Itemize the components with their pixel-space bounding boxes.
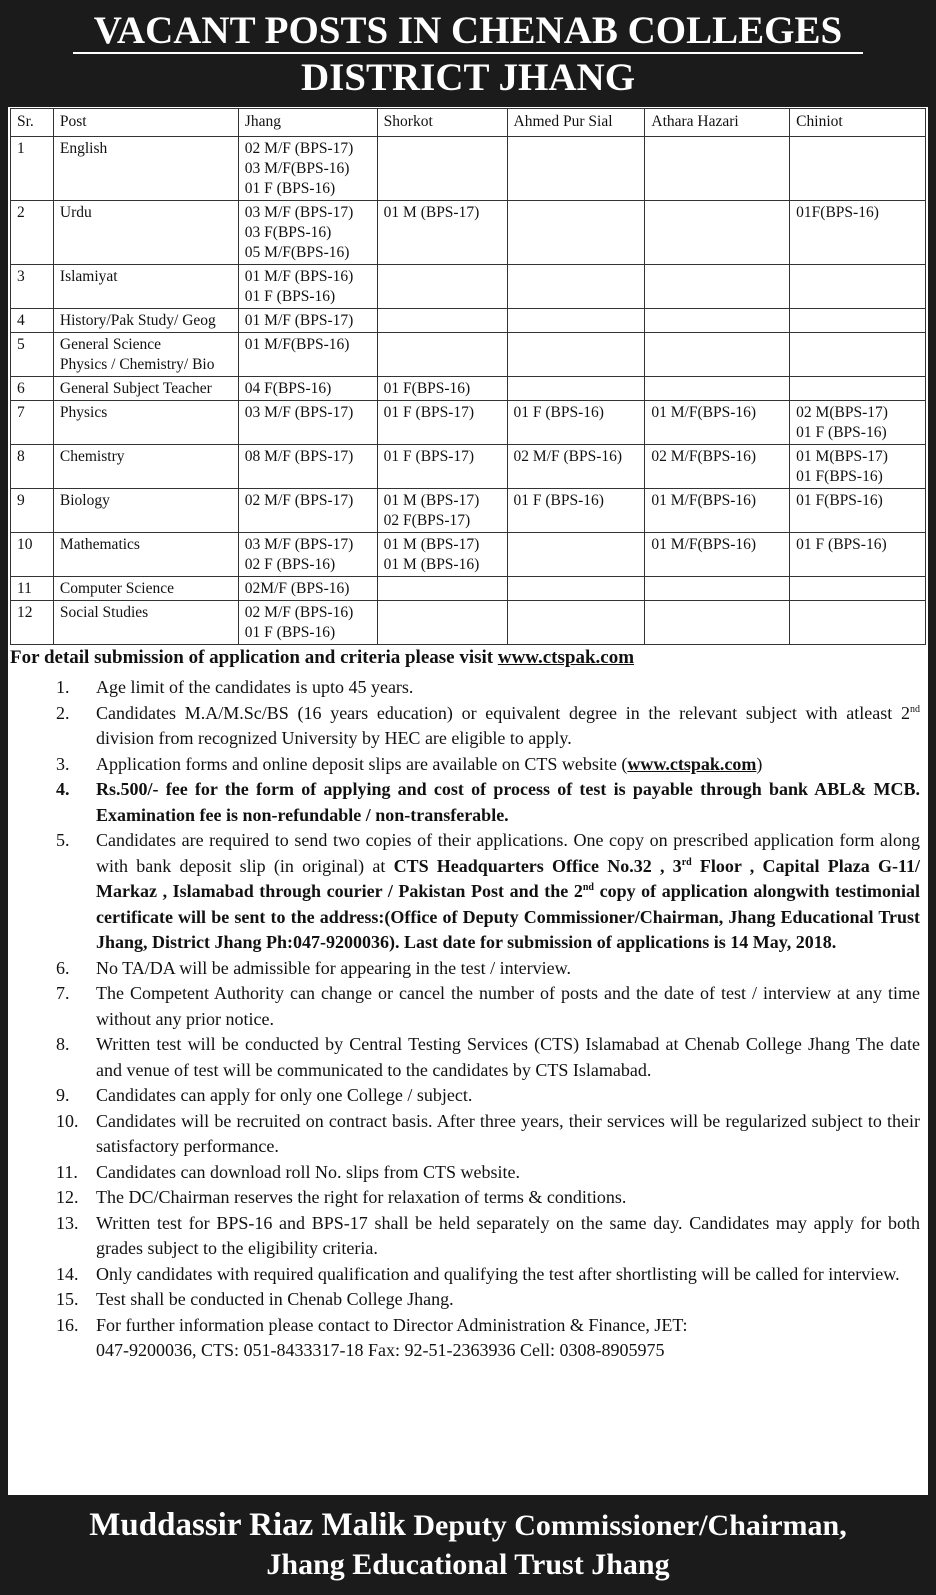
- table-cell: [238, 137, 377, 201]
- table-cell: [53, 445, 238, 489]
- signatory-organization: Jhang Educational Trust Jhang: [266, 1548, 670, 1581]
- table-cell: [645, 309, 790, 333]
- table-cell: [238, 201, 377, 265]
- table-cell: [53, 309, 238, 333]
- table-cell: [238, 489, 377, 533]
- cell-line: 02M/F (BPS-16): [244, 580, 350, 597]
- signatory-name: Muddassir Riaz Malik: [89, 1507, 406, 1543]
- cell-line: 01 M (BPS-17): [383, 536, 480, 553]
- table-row: [11, 533, 926, 577]
- table-cell: [507, 309, 645, 333]
- list-item: 8. Written test will be conducted by Central Testing Services (CTS) Islamabad at Chenab College Jhang The date and venue of test will be communicated to the candidates by CTS Islamabad.: [56, 1034, 920, 1080]
- table-cell: [53, 265, 238, 309]
- cell-line: 01 M/F (BPS-17): [244, 312, 354, 329]
- table-cell: [507, 333, 645, 377]
- table-cell: [377, 601, 507, 645]
- cell-line: English: [59, 140, 108, 157]
- table-cell: [645, 533, 790, 577]
- table-cell: [645, 265, 790, 309]
- cell-line: 05 M/F(BPS-16): [244, 244, 350, 261]
- table-cell: [53, 137, 238, 201]
- list-item: 10. Candidates will be recruited on contract basis. After three years, their services will be regularized subject to their satisfactory performance.: [56, 1110, 920, 1156]
- table-cell: [645, 601, 790, 645]
- cell-line: 01 F (BPS-16): [513, 404, 604, 421]
- cell-line: 01 F(BPS-16): [796, 468, 883, 485]
- list-item: 15. Test shall be conducted in Chenab College Jhang.: [56, 1289, 454, 1309]
- table-cell: [238, 401, 377, 445]
- table-cell: [507, 201, 645, 265]
- table-cell: [53, 489, 238, 533]
- table-cell: [790, 201, 926, 265]
- cell-line: 01 M/F(BPS-16): [651, 404, 757, 421]
- table-cell: [790, 333, 926, 377]
- table-row: [11, 601, 926, 645]
- cell-line: General Subject Teacher: [59, 380, 212, 397]
- cell-line: 01 M(BPS-17): [796, 448, 888, 465]
- list-item: 13. Written test for BPS-16 and BPS-17 shall be held separately on the same day. Candidates may apply for both grades subject to the eligibility criteria.: [56, 1212, 920, 1258]
- list-item: 16. For further information please contact to Director Administration & Finance, JET: 047-9200036, CTS: 051-8433317-18 Fax: 92-51-2363936 Cell: 0308-8905975: [56, 1314, 688, 1360]
- cell-line: 03 M/F (BPS-17): [244, 204, 354, 221]
- column-header: Ahmed Pur Sial: [507, 109, 645, 137]
- instructions-list: [8, 675, 920, 1364]
- table-cell: [645, 377, 790, 401]
- list-item: 9. Candidates can apply for only one College / subject.: [56, 1085, 473, 1105]
- table-cell: [53, 577, 238, 601]
- visit-line: [10, 647, 634, 669]
- cell-line: 03 M/F(BPS-16): [244, 160, 350, 177]
- list-item: 6. No TA/DA will be admissible for appearing in the test / interview.: [56, 957, 571, 978]
- cell-line: 02 M/F (BPS-16): [244, 604, 354, 621]
- table-cell: [377, 445, 507, 489]
- table-cell: [53, 201, 238, 265]
- cell-line: 01 F (BPS-17): [383, 448, 475, 465]
- cell-line: Biology: [59, 492, 110, 509]
- table-body: [11, 137, 926, 645]
- signatory-line: [0, 1507, 936, 1544]
- cell-line: Physics / Chemistry/ Bio: [59, 356, 215, 373]
- table-cell: [238, 377, 377, 401]
- table-cell: [377, 377, 507, 401]
- visit-text: For detail submission of application and criteria please visit: [10, 647, 498, 668]
- table-row: [11, 137, 926, 201]
- cell-line: 01 M (BPS-16): [383, 556, 480, 573]
- advert-body: [8, 107, 928, 1495]
- cell-line: 01 F (BPS-16): [244, 180, 336, 197]
- table-cell: 10: [11, 533, 54, 577]
- cell-line: History/Pak Study/ Geog: [59, 312, 216, 329]
- table-cell: 11: [11, 577, 54, 601]
- table-cell: 8: [11, 445, 54, 489]
- cell-line: 01 M (BPS-17): [383, 204, 480, 221]
- table-cell: [645, 577, 790, 601]
- cell-line: 01 M/F(BPS-16): [651, 492, 757, 509]
- table-cell: [238, 445, 377, 489]
- table-cell: 6: [11, 377, 54, 401]
- table-cell: [790, 445, 926, 489]
- cell-line: 02 M/F (BPS-17): [244, 140, 354, 157]
- cell-line: 01F(BPS-16): [796, 204, 879, 221]
- table-cell: [790, 401, 926, 445]
- cell-line: 01 M (BPS-17): [383, 492, 480, 509]
- table-cell: [645, 201, 790, 265]
- table-cell: [507, 265, 645, 309]
- table-row: [11, 377, 926, 401]
- website-link[interactable]: www.ctspak.com: [627, 753, 757, 774]
- cell-line: Computer Science: [59, 580, 174, 597]
- table-cell: [377, 201, 507, 265]
- cell-line: 02 F (BPS-16): [244, 556, 336, 573]
- page-title: VACANT POSTS IN CHENAB COLLEGES: [93, 9, 843, 52]
- table-cell: [507, 533, 645, 577]
- table-header-row: [11, 109, 926, 137]
- table-row: [11, 445, 926, 489]
- table-cell: [507, 489, 645, 533]
- table-cell: [790, 489, 926, 533]
- table-cell: [790, 601, 926, 645]
- table-cell: [377, 333, 507, 377]
- cell-line: 01 F(BPS-16): [796, 492, 883, 509]
- list-item: 14. Only candidates with required qualification and qualifying the test after shortlisting will be called for interview.: [56, 1263, 900, 1284]
- table-cell: [238, 333, 377, 377]
- table-cell: [507, 137, 645, 201]
- table-cell: [377, 489, 507, 533]
- table-cell: [377, 401, 507, 445]
- table-cell: [645, 401, 790, 445]
- cell-line: 01 M/F (BPS-16): [244, 268, 354, 285]
- table-cell: [377, 577, 507, 601]
- table-cell: [377, 533, 507, 577]
- table-cell: [53, 333, 238, 377]
- table-row: [11, 201, 926, 265]
- table-cell: 5: [11, 333, 54, 377]
- cell-line: Physics: [59, 404, 108, 421]
- table-cell: [53, 601, 238, 645]
- table-cell: [790, 309, 926, 333]
- vacant-posts-table: [10, 108, 926, 645]
- table-cell: [507, 601, 645, 645]
- cell-line: 02 M/F (BPS-16): [513, 448, 623, 465]
- table-cell: [645, 333, 790, 377]
- cell-line: General Science: [59, 336, 162, 353]
- cell-line: 02 M(BPS-17): [796, 404, 888, 421]
- list-item: 1. Age limit of the candidates is upto 45 years.: [56, 677, 414, 697]
- cell-line: Islamiyat: [59, 268, 118, 285]
- table-cell: [238, 533, 377, 577]
- table-cell: [53, 377, 238, 401]
- table-cell: [238, 577, 377, 601]
- table-cell: [790, 533, 926, 577]
- table-cell: [790, 577, 926, 601]
- table-row: [11, 309, 926, 333]
- cell-line: 01 F (BPS-16): [244, 288, 336, 305]
- column-header: Athara Hazari: [645, 109, 790, 137]
- table-row: [11, 265, 926, 309]
- table-cell: [53, 401, 238, 445]
- table-cell: [507, 445, 645, 489]
- list-item: 5. Candidates are required to send two copies of their applications. One copy on prescribed application form along with bank deposit slip (in original) at CTS Headquarters Office No.32 , 3rd Floor , Capital Plaza G-11/ Markaz , Islamabad through courier / Pakistan Post and the 2nd copy of application alongwith testimonial certificate will be sent to the address:(Office of Deputy Commissioner/Chairman, Jhang Educational Trust Jhang, District Jhang Ph:047-9200036). Last date for submission of applications is 14 May, 2018.: [56, 830, 920, 952]
- cell-line: 01 F(BPS-16): [383, 380, 471, 397]
- page-subtitle: DISTRICT JHANG: [300, 56, 636, 99]
- cell-line: 03 F(BPS-16): [244, 224, 332, 241]
- list-item: 3. Application forms and online deposit slips are available on CTS website (www.ctspak.com): [56, 753, 763, 774]
- table-cell: 7: [11, 401, 54, 445]
- cell-line: 01 F (BPS-17): [383, 404, 475, 421]
- column-header: Jhang: [238, 109, 377, 137]
- table-cell: 2: [11, 201, 54, 265]
- table-cell: [645, 489, 790, 533]
- table-cell: [377, 309, 507, 333]
- list-item: 7. The Competent Authority can change or cancel the number of posts and the date of test / interview at any time without any prior notice.: [56, 983, 920, 1029]
- table-cell: [377, 265, 507, 309]
- advert-header: [0, 0, 936, 108]
- table-cell: 12: [11, 601, 54, 645]
- list-item: 12. The DC/Chairman reserves the right for relaxation of terms & conditions.: [56, 1187, 627, 1207]
- cell-line: Mathematics: [59, 536, 140, 553]
- cell-line: 04 F(BPS-16): [244, 380, 332, 397]
- table-row: [11, 333, 926, 377]
- cell-line: 03 M/F (BPS-17): [244, 404, 354, 421]
- signatory-title: Deputy Commissioner/Chairman,: [405, 1509, 847, 1542]
- table-cell: 4: [11, 309, 54, 333]
- table-cell: [53, 533, 238, 577]
- table-cell: [507, 577, 645, 601]
- table-cell: [238, 265, 377, 309]
- cell-line: 02 M/F (BPS-17): [244, 492, 354, 509]
- cell-line: 03 M/F (BPS-17): [244, 536, 354, 553]
- column-header: Sr.: [11, 109, 54, 137]
- column-header: Post: [53, 109, 238, 137]
- list-item: 4. Rs.500/- fee for the form of applying and cost of process of test is payable through bank ABL& MCB. Examination fee is non-refundable / non-transferable.: [56, 779, 920, 825]
- cell-line: 01 M/F(BPS-16): [651, 536, 757, 553]
- table-cell: [645, 445, 790, 489]
- column-header: Chiniot: [790, 109, 926, 137]
- list-item: 2. Candidates M.A/M.Sc/BS (16 years education) or equivalent degree in the relevant subject with atleast 2nd division from recognized University by HEC are eligible to apply.: [56, 702, 920, 748]
- signature-footer: [0, 1497, 936, 1595]
- table-row: [11, 577, 926, 601]
- list-item: 11. Candidates can download roll No. slips from CTS website.: [56, 1161, 520, 1182]
- table-row: [11, 489, 926, 533]
- table-cell: 9: [11, 489, 54, 533]
- title-underline: [73, 52, 863, 54]
- cell-line: 01 F (BPS-16): [513, 492, 604, 509]
- table-cell: [238, 601, 377, 645]
- table-cell: 1: [11, 137, 54, 201]
- cell-line: Social Studies: [59, 604, 149, 621]
- table-cell: [377, 137, 507, 201]
- table-cell: [790, 377, 926, 401]
- cell-line: 01 F (BPS-16): [796, 536, 887, 553]
- table-cell: [790, 137, 926, 201]
- cell-line: 08 M/F (BPS-17): [244, 448, 354, 465]
- column-header: Shorkot: [377, 109, 507, 137]
- table-cell: [507, 377, 645, 401]
- table-cell: [507, 401, 645, 445]
- cell-line: Chemistry: [59, 448, 125, 465]
- table-cell: [238, 309, 377, 333]
- cell-line: 01 F (BPS-16): [796, 424, 887, 441]
- cell-line: 01 F (BPS-16): [244, 624, 336, 641]
- table-cell: [645, 137, 790, 201]
- cell-line: Urdu: [59, 204, 92, 221]
- table-cell: [790, 265, 926, 309]
- cell-line: 02 F(BPS-17): [383, 512, 471, 529]
- website-link[interactable]: www.ctspak.com: [497, 647, 635, 668]
- cell-line: 02 M/F(BPS-16): [651, 448, 757, 465]
- cell-line: 01 M/F(BPS-16): [244, 336, 350, 353]
- table-row: [11, 401, 926, 445]
- table-cell: 3: [11, 265, 54, 309]
